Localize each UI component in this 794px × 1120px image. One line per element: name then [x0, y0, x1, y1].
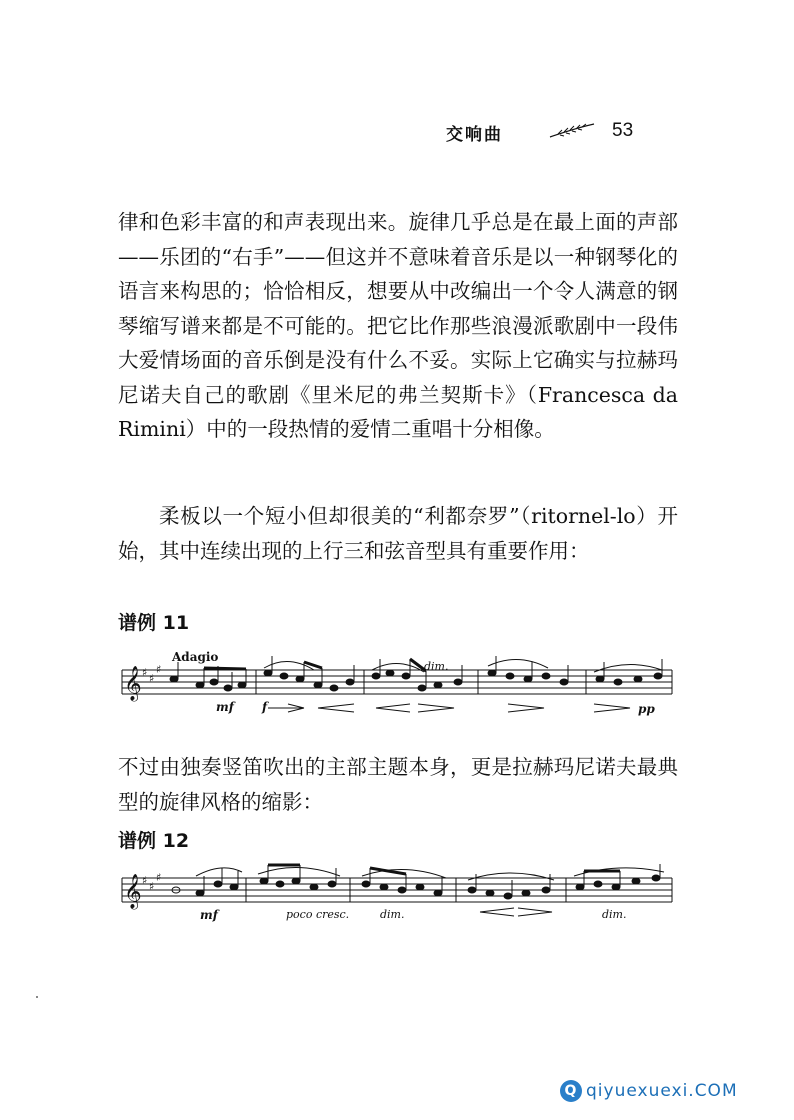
dynamic-dim: dim.	[602, 908, 627, 921]
running-header	[0, 118, 794, 148]
speck	[36, 996, 38, 998]
svg-text:♯: ♯	[142, 874, 148, 887]
svg-text:♯: ♯	[142, 666, 148, 679]
running-title: 交响曲	[446, 125, 503, 145]
music-example-11	[118, 646, 678, 724]
dynamic-dim: dim.	[380, 908, 405, 921]
svg-text:♯: ♯	[156, 871, 162, 884]
svg-text:𝄞: 𝄞	[124, 874, 142, 909]
dynamic-mf: mf	[200, 908, 218, 922]
svg-text:♯: ♯	[149, 880, 155, 893]
tempo-marking: Adagio	[172, 650, 219, 664]
watermark-logo-icon: Q	[560, 1080, 582, 1102]
example-caption-11: 谱例 11	[118, 612, 190, 634]
svg-text:♯: ♯	[156, 663, 162, 676]
body-paragraph-3: 不过由独奏竖笛吹出的主部主题本身，更是拉赫玛尼诺夫最典型的旋律风格的缩影：	[118, 755, 678, 814]
body-paragraph-2: 柔板以一个短小但却很美的“利都奈罗”（ritornel-lo）开始，其中连续出现的上行三和弦音型具有重要作用：	[118, 504, 678, 563]
dynamic-pp: pp	[638, 702, 655, 716]
page-number: 53	[612, 120, 634, 141]
watermark	[560, 1080, 738, 1102]
svg-text:𝄞: 𝄞	[124, 666, 142, 701]
dynamic-f: f	[262, 700, 268, 714]
dynamic-dim: dim.	[424, 660, 449, 673]
svg-text:♯: ♯	[149, 672, 155, 685]
dynamic-poco-cresc: poco cresc.	[286, 908, 350, 921]
dynamic-mf: mf	[216, 700, 234, 714]
music-example-12	[118, 862, 678, 932]
watermark-text: qiyuexuexi.COM	[586, 1081, 738, 1101]
feather-ornament-icon	[548, 122, 598, 144]
body-paragraph-1: 律和色彩丰富的和声表现出来。旋律几乎总是在最上面的声部——乐团的“右手”——但这并不意味着音乐是以一种钢琴化的语言来构思的；恰恰相反，想要从中改编出一个令人满意的钢琴缩写谱来都是不可能的。把它比作那些浪漫派歌剧中一段伟大爱情场面的音乐倒是没有什么不妥。实际上它确实与拉赫玛尼诺夫自己的歌剧《里米尼的弗兰契斯卡》（Francesca da Rimini）中的一段热情的爱情二重唱十分相像。	[118, 210, 678, 441]
example-caption-12: 谱例 12	[118, 830, 190, 852]
